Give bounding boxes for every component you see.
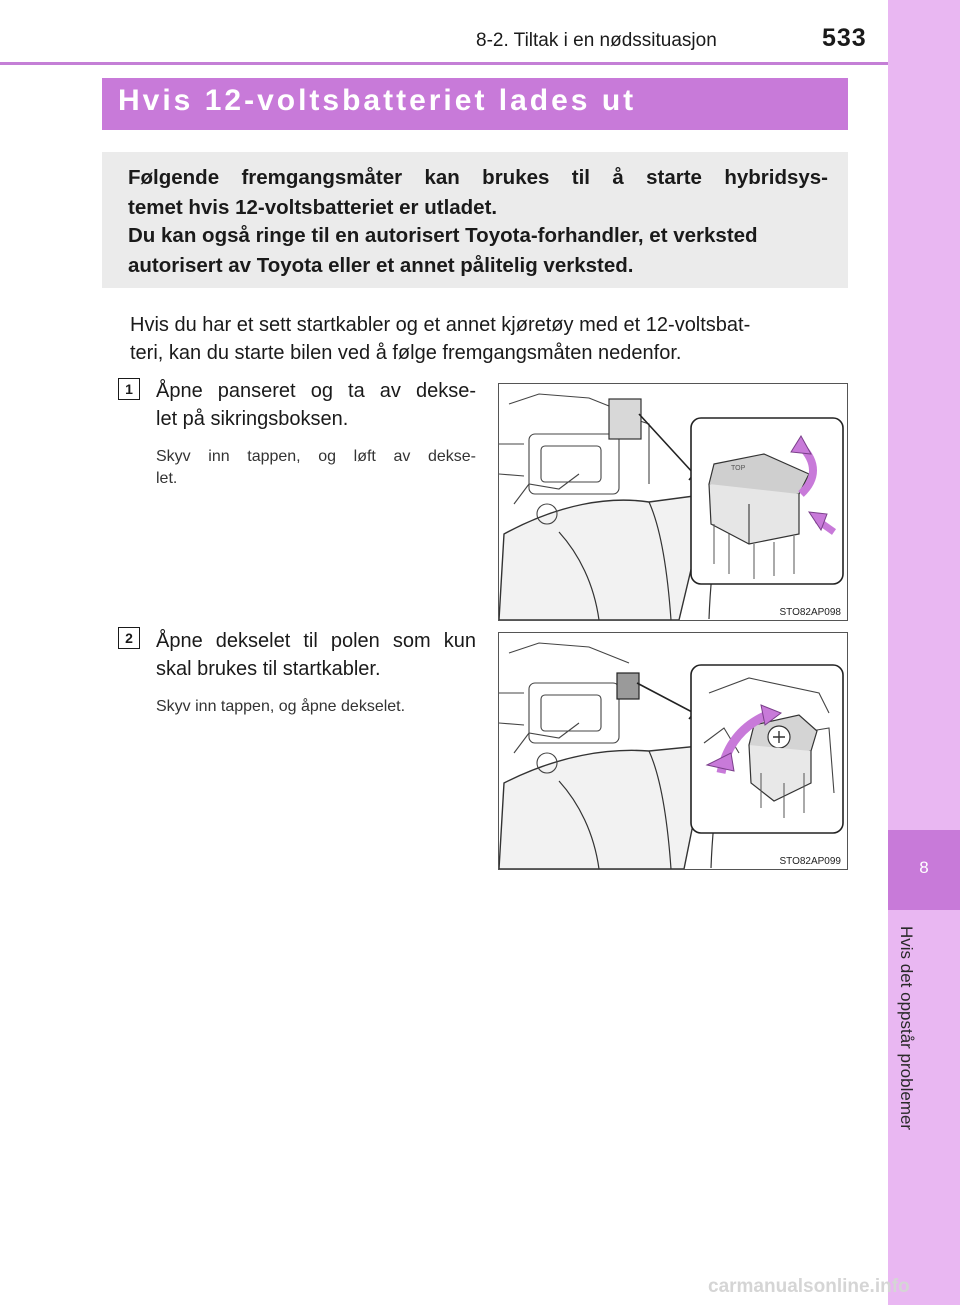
intro-line: Du kan også ringe til en autorisert Toyota-forhandler, et verksted (128, 224, 758, 247)
header-rule (0, 62, 888, 65)
step-instruction: skal brukes til startkabler. (156, 658, 381, 680)
jump-terminal-cover-illustration (498, 632, 848, 870)
intro-line: Følgende fremgangsmåter kan brukes til å starte hybridsys- (128, 166, 828, 189)
body-line: teri, kan du starte bilen ved å følge fremgangsmåten nedenfor. (130, 342, 682, 364)
step-number-badge: 2 (118, 627, 140, 649)
section-title: Hvis 12-voltsbatteriet lades ut (118, 84, 637, 117)
page-number: 533 (822, 24, 867, 52)
figure-code: STO82AP098 (779, 607, 841, 618)
step-instruction: Åpne panseret og ta av dekse- (156, 380, 476, 402)
chapter-title: Hvis det oppstår problemer (897, 926, 916, 1131)
intro-line: temet hvis 12-voltsbatteriet er utladet. (128, 196, 498, 219)
watermark: carmanualsonline.info (708, 1276, 910, 1297)
body-line: Hvis du har et sett startkabler og et annet kjøretøy med et 12-voltsbat- (130, 314, 751, 336)
fuse-box-cover-illustration (498, 383, 848, 621)
step-note: Skyv inn tappen, og åpne dekselet. (156, 698, 406, 715)
step-note: let. (156, 470, 178, 487)
step-instruction: let på sikringsboksen. (156, 408, 349, 430)
svg-text:TOP: TOP (731, 465, 746, 472)
running-header-section: 8-2. Tiltak i en nødssituasjon (476, 30, 717, 51)
step-note: Skyv inn tappen, og løft av dekse- (156, 448, 476, 465)
step-number-badge: 1 (118, 378, 140, 400)
intro-line: autorisert av Toyota eller et annet pålitelig verksted. (128, 254, 634, 277)
step-instruction: Åpne dekselet til polen som kun (156, 630, 476, 652)
figure-code: STO82AP099 (779, 856, 841, 867)
chapter-number: 8 (919, 858, 929, 877)
